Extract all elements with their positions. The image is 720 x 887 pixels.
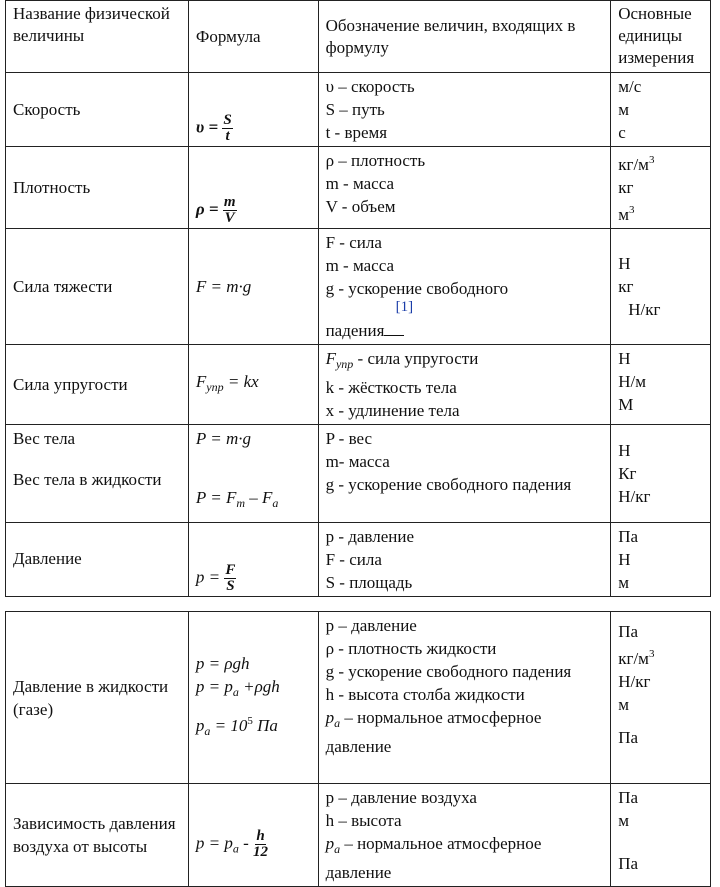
- row-weight: [6, 425, 711, 523]
- row-pressure-notation: [318, 523, 611, 597]
- notation-subscript: a: [334, 716, 341, 730]
- fraction: [222, 113, 232, 144]
- unit: Па: [618, 788, 639, 807]
- unit: [618, 199, 703, 226]
- formula-exponent: 5: [247, 715, 253, 727]
- notation-line: g - ускорение свободного падения: [325, 475, 572, 494]
- row-altitude-pressure: [6, 784, 711, 887]
- unit: с: [618, 123, 626, 142]
- row-elastic-units: [611, 345, 711, 425]
- formula-part: Па: [252, 716, 278, 735]
- unit-base: кг/м: [618, 649, 649, 668]
- unit: [618, 149, 703, 176]
- row-elastic: [6, 345, 711, 425]
- formula-subscript: a: [232, 841, 239, 856]
- row-gravity-units: [611, 229, 711, 345]
- formula-text: P = m·g: [195, 429, 251, 448]
- row-density-name: Плотность: [6, 147, 189, 229]
- formula-part: -: [238, 833, 249, 853]
- spacer: [196, 450, 311, 486]
- formula: [196, 652, 311, 675]
- unit: Па: [618, 622, 639, 641]
- row-elastic-name: Сила упругости: [6, 345, 189, 425]
- unit: Н: [618, 441, 631, 460]
- formula-part: p = p: [195, 833, 233, 853]
- weight-name: Вес тела: [13, 429, 76, 448]
- row-density-units: [611, 147, 711, 229]
- notation-line: k - жёсткость тела: [325, 378, 457, 397]
- notation-line: h - высота столба жидкости: [325, 685, 525, 704]
- row-speed: [6, 73, 711, 147]
- row-fluid-units: [611, 612, 711, 784]
- unit-exponent: 3: [648, 648, 655, 660]
- unit: Кг: [618, 464, 637, 483]
- header-units: Основные единицы измерения: [611, 1, 711, 73]
- row-pressure: [6, 523, 711, 597]
- notation-line: g - ускорение свободного падения: [325, 662, 572, 681]
- spacer: [13, 450, 181, 468]
- formula-part: P = F: [195, 488, 237, 507]
- row-altitude-notation: [318, 784, 611, 887]
- formula: [196, 710, 311, 743]
- notation-line: P - вес: [325, 429, 373, 448]
- notation-line: p – давление: [325, 616, 417, 635]
- row-speed-name: Скорость: [6, 73, 189, 147]
- formula-subscript: m: [236, 496, 245, 510]
- notation-text: падения: [325, 321, 385, 340]
- row-density-notation: [318, 147, 611, 229]
- notation-text: – нормальное атмосферное давление: [325, 708, 542, 756]
- fraction: [224, 563, 236, 594]
- unit: м/с: [618, 77, 642, 96]
- notation-line: m- масса: [325, 452, 390, 471]
- row-elastic-formula: [188, 345, 318, 425]
- notation-line: S - площадь: [325, 573, 413, 592]
- formula-part: +ρgh: [238, 677, 280, 696]
- notation-line: [326, 832, 604, 884]
- row-speed-units: [611, 73, 711, 147]
- unit: Н/м: [618, 372, 646, 391]
- row-density-formula: [188, 147, 318, 229]
- row-fluid-notation: [318, 612, 611, 784]
- formula-subscript: a: [272, 496, 279, 510]
- unit: Па: [618, 527, 639, 546]
- formula: F = m·g: [195, 277, 252, 296]
- notation-symbol: p: [325, 834, 335, 853]
- row-weight-name: [6, 425, 189, 523]
- notation-subscript: упр: [335, 357, 354, 371]
- formula-lhs: p =: [195, 567, 221, 587]
- unit: Н: [618, 254, 631, 273]
- row-weight-notation: [318, 425, 611, 523]
- row-speed-formula: [188, 73, 318, 147]
- row-weight-formula: [188, 425, 318, 523]
- header-notation: Обозначение величин, входящих в формулу: [318, 1, 611, 73]
- notation-text: - сила упругости: [353, 349, 479, 368]
- physics-formulas-table: [5, 0, 711, 887]
- row-pressure-name: [6, 523, 189, 597]
- row-gravity-notation: [318, 229, 611, 345]
- unit: Н: [618, 550, 631, 569]
- formula: [196, 675, 311, 704]
- row-pressure-units: [611, 523, 711, 597]
- row-gravity-formula: [188, 229, 318, 345]
- row-altitude-name: [6, 784, 189, 887]
- formula: [196, 486, 311, 515]
- row-altitude-formula: [188, 784, 318, 887]
- notation-symbol: F: [325, 349, 336, 368]
- row-fluid-pressure: [6, 612, 711, 784]
- fraction-denominator: S: [226, 578, 235, 594]
- row-elastic-notation: [318, 345, 611, 425]
- notation-line: t - время: [325, 123, 388, 142]
- notation-symbol: p: [325, 708, 335, 727]
- formula-text: p = ρgh: [195, 654, 250, 673]
- unit: Н/кг: [618, 487, 651, 506]
- row-speed-notation: [318, 73, 611, 147]
- unit: м: [618, 573, 629, 592]
- row-pressure-formula: [188, 523, 318, 597]
- notation-line: [326, 347, 604, 376]
- fraction-numerator: F: [225, 562, 236, 578]
- notation-line: g - ускорение свободного: [325, 279, 509, 298]
- notation-line: [326, 706, 604, 758]
- formula-part: p: [195, 716, 205, 735]
- unit-base: м: [618, 205, 629, 224]
- fraction-numerator: m: [223, 194, 236, 210]
- unit: м: [618, 100, 629, 119]
- notation-line: h – высота: [325, 811, 402, 830]
- formula-subscript: a: [204, 724, 211, 738]
- formula-lhs: ρ =: [195, 199, 219, 219]
- fraction-numerator: S: [223, 112, 232, 128]
- unit: М: [618, 395, 634, 414]
- notation-line: S – путь: [325, 100, 385, 119]
- row-gravity: [6, 229, 711, 345]
- header-formula: Формула: [188, 1, 318, 73]
- altitude-name: Зависимость давления воздуха от высоты: [13, 814, 176, 856]
- fraction: [253, 829, 268, 860]
- fraction-denominator: 12: [253, 844, 269, 861]
- notation-line: m - масса: [325, 256, 394, 275]
- unit: кг: [618, 277, 634, 296]
- notation-line: ρ - плотность жидкости: [325, 639, 497, 658]
- header-name: Название физической величины: [6, 1, 189, 73]
- header-row: [6, 1, 711, 73]
- unit-exponent: 3: [628, 204, 635, 216]
- formula-part: = 10: [210, 716, 248, 735]
- unit: Па: [618, 728, 639, 747]
- unit-base: кг/м: [618, 155, 649, 174]
- row-gravity-name: Сила тяжести: [6, 229, 189, 345]
- notation-line: ρ – плотность: [325, 151, 426, 170]
- row-fluid-name: [6, 612, 189, 784]
- notation-line: [326, 319, 604, 342]
- formula-lhs: υ =: [195, 117, 219, 137]
- notation-line: υ – скорость: [325, 77, 415, 96]
- notation-line: p – давление воздуха: [325, 788, 477, 807]
- notation-line: x - удлинение тела: [325, 401, 460, 420]
- pressure-name: Давление: [13, 549, 82, 568]
- notation-line: F - сила: [325, 233, 382, 252]
- weight-in-fluid-name: Вес тела в жидкости: [13, 470, 162, 489]
- row-altitude-units: [611, 784, 711, 887]
- formula-part: – F: [245, 488, 273, 507]
- notation-subscript: a: [334, 842, 341, 856]
- notation-line: F - сила: [325, 550, 382, 569]
- unit: Па: [618, 854, 639, 873]
- unit: кг: [618, 178, 634, 197]
- formula-subscript: упр: [206, 380, 224, 394]
- fraction: [223, 195, 237, 226]
- unit: м: [618, 695, 629, 714]
- page-break-gap: [6, 597, 711, 612]
- fraction-denominator: t: [225, 128, 230, 144]
- unit: Н: [618, 349, 631, 368]
- fluid-name: Давление в жидкости (газе): [13, 676, 169, 719]
- underline-blank: [384, 321, 404, 336]
- formula-subscript: a: [232, 685, 239, 699]
- unit: [618, 643, 703, 670]
- row-fluid-formula: [188, 612, 318, 784]
- row-weight-units: [611, 425, 711, 523]
- notation-line: p - давление: [325, 527, 415, 546]
- reference-line: [326, 300, 604, 319]
- formula-part: p = p: [195, 677, 233, 696]
- unit: м: [618, 811, 629, 830]
- formula: [196, 427, 311, 450]
- footnote-link[interactable]: [1]: [395, 299, 414, 315]
- notation-line: m - масса: [325, 174, 394, 193]
- formula-part: F: [195, 372, 207, 391]
- unit-exponent: 3: [648, 154, 655, 166]
- fraction-numerator: h: [256, 828, 265, 845]
- unit: Н/кг: [618, 672, 651, 691]
- notation-text: – нормальное атмосферное давление: [325, 834, 542, 882]
- row-density: [6, 147, 711, 229]
- unit: Н/кг: [628, 300, 661, 319]
- fraction-denominator: V: [224, 210, 235, 226]
- formula-part: = kx: [223, 372, 259, 391]
- notation-line: V - объем: [325, 197, 396, 216]
